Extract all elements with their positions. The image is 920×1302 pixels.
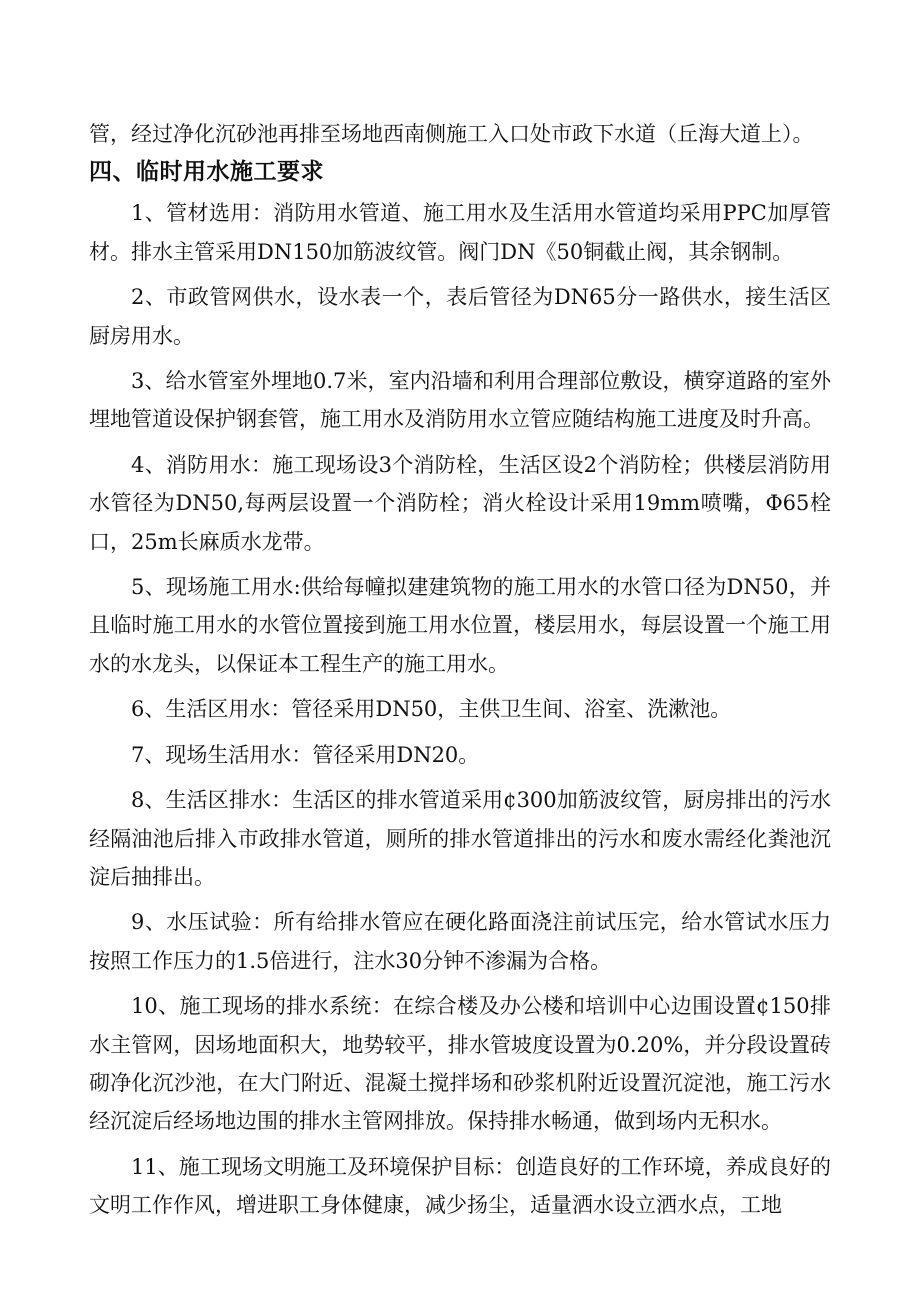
paragraph-water-pipe-burial: 3、给水管室外埋地0.7米，室内沿墙和利用合理部位敷设，横穿道路的室外埋地管道设保护钢套管，施工用水及消防用水立管应随结构施工进度及时升高。: [89, 369, 831, 432]
paragraph-site-drainage-system: 10、施工现场的排水系统：在综合楼及办公楼和培训中心边围设置¢150排水主管网，因场地面积大，地势较平，排水管坡度设置为0.20%，并分段设置砖砌净化沉沙池，在大门附近、混凝土搅拌场和砂浆机附近设置沉淀池，施工污水经沉淀后经场地边围的排水主管网排放。保持排水畅通，做到场内无积水。: [89, 994, 831, 1134]
section-heading: 四、临时用水施工要求: [89, 159, 324, 186]
paragraph-fire-water: 4、消防用水：施工现场设3个消防栓，生活区设2个消防栓；供楼层消防用水管径为DN50,每两层设置一个消防栓；消火栓设计采用19mm喷嘴，Φ65栓口，25m长麻质水龙带。: [89, 452, 831, 554]
intro-paragraph: 管，经过净化沉砂池再排至场地西南侧施工入口处市政下水道（丘海大道上）。: [89, 122, 814, 146]
document-body: [89, 115, 831, 1225]
paragraph-municipal-supply: 2、市政管网供水，设水表一个，表后管径为DN65分一路供水，接生活区厨房用水。: [89, 285, 831, 348]
paragraph-construction-water: 5、现场施工用水:供给每幢拟建建筑物的施工用水的水管口径为DN50，并且临时施工用水的水管位置接到施工用水位置，楼层用水，每层设置一个施工用水的水龙头，以保证本工程生产的施工用水。: [89, 575, 831, 676]
paragraph-living-area-water: 6、生活区用水：管径采用DN50，主供卫生间、浴室、洗漱池。: [131, 697, 732, 722]
paragraph-civilized-construction: 11、施工现场文明施工及环境保护目标：创造良好的工作环境，养成良好的文明工作作风，增进职工身体健康，减少扬尘，适量洒水设立洒水点，工地: [89, 1154, 831, 1218]
paragraph-living-area-drainage: 8、生活区排水：生活区的排水管道采用¢300加筋波纹管，厨房排出的污水经隔油池后排入市政排水管道，厕所的排水管道排出的污水和废水需经化粪池沉淀后抽排出。: [89, 788, 831, 889]
paragraph-site-living-water: 7、现场生活用水：管径采用DN20。: [131, 742, 480, 767]
paragraph-pipe-materials: 1、管材选用：消防用水管道、施工用水及生活用水管道均采用PPC加厚管材。排水主管采用DN150加筋波纹管。阀门DN《50铜截止阀，其余钢制。: [89, 201, 831, 264]
paragraph-pressure-test: 9、水压试验：所有给排水管应在硬化路面浇注前试压完，给水管试水压力按照工作压力的1.5倍进行，注水30分钟不渗漏为合格。: [89, 910, 831, 973]
